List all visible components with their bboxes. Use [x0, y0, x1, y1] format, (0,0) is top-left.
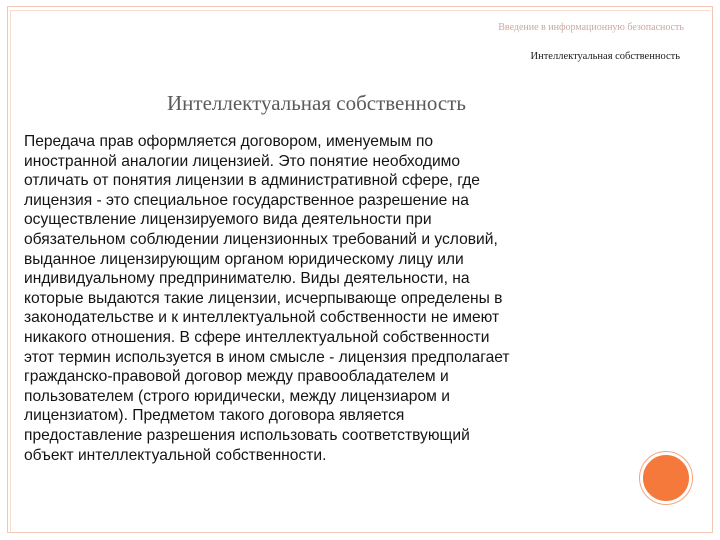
body-line: иностранной аналогии лицензией. Это понятие необходимо	[24, 152, 461, 170]
body-line: обязательном соблюдении лицензионных требований и условий,	[24, 230, 498, 248]
body-line: никакого отношения. В сфере интеллектуальной собственности	[24, 328, 490, 346]
body-line: предоставление разрешения использовать соответствующий	[24, 426, 470, 444]
body-line: законодательстве и к интеллектуальной собственности не имеют	[24, 309, 500, 327]
body-line: осуществление лицензируемого вида деятельности при	[24, 211, 432, 229]
body-line: этот термин используется в ином смысле - лицензия предполагает	[24, 348, 510, 366]
body-line: Передача прав оформляется договором, именуемым по	[24, 133, 434, 150]
body-line: выданное лицензирующим органом юридическому лицу или	[24, 250, 464, 268]
body-line: лицензия - это специальное государственное разрешение на	[24, 191, 469, 209]
body-line: объект интеллектуальной собственности.	[24, 446, 327, 464]
slide-body-text	[24, 132, 634, 465]
section-title: Интеллектуальная собственность	[530, 51, 680, 62]
body-line: индивидуальному предпринимателю. Виды деятельности, на	[24, 270, 470, 288]
body-line: которые выдаются такие лицензии, исчерпывающе определены в	[24, 289, 503, 307]
body-line: пользователем (строго юридически, между лицензиаром и	[24, 387, 450, 405]
course-title: Введение в информационную безопасность	[498, 22, 684, 33]
orange-circle-ornament	[640, 452, 692, 504]
body-line: гражданско-правовой договор между правообладателем и	[24, 368, 449, 386]
body-line: лицензиатом). Предметом такого договора является	[24, 407, 405, 425]
body-line: отличать от понятия лицензии в административной сфере, где	[24, 172, 480, 190]
slide-title: Интеллектуальная собственность	[167, 91, 466, 115]
